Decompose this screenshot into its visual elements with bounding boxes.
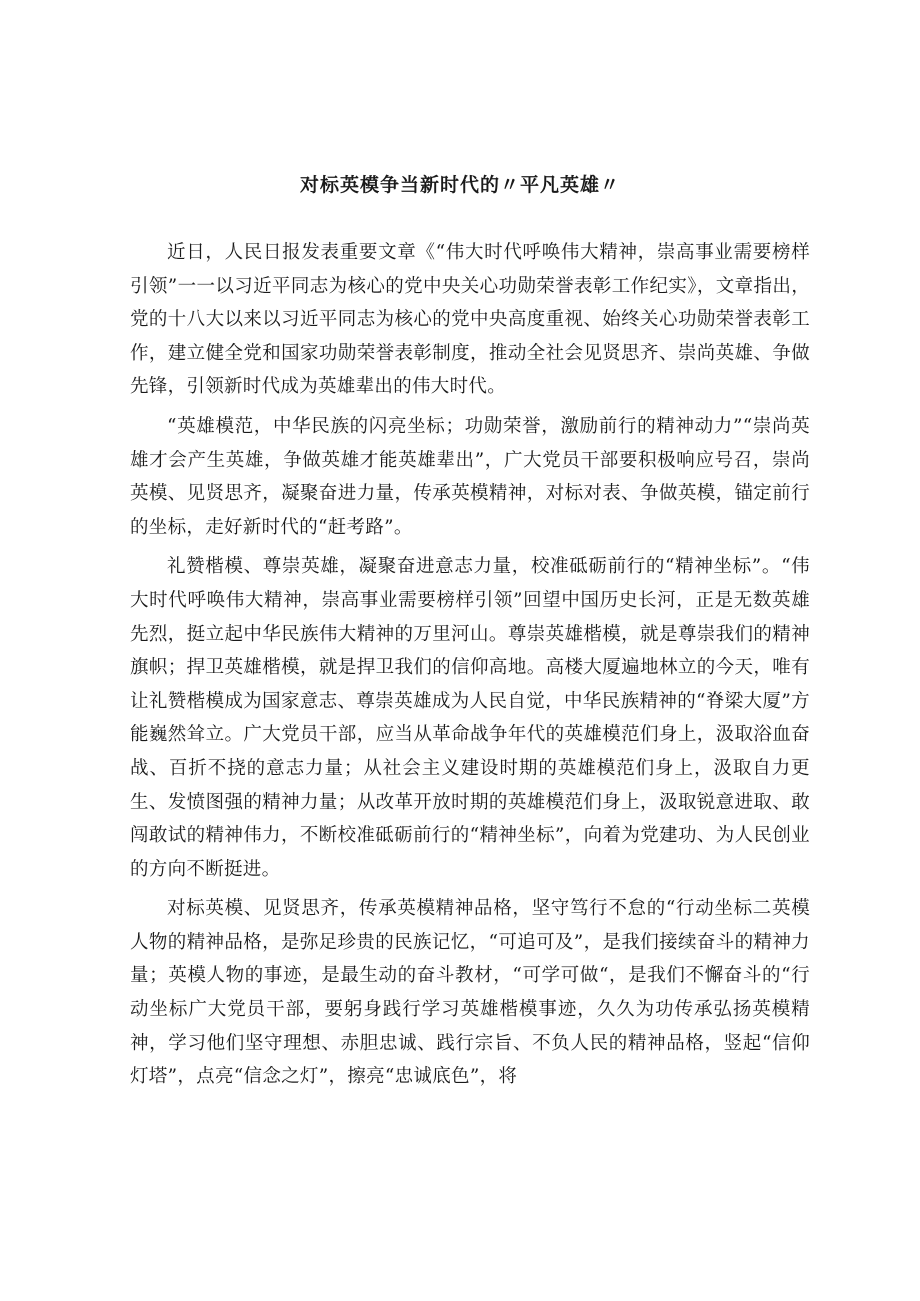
document-title: 对标英模争当新时代的〃平凡英雄〃	[299, 174, 620, 196]
paragraph-4: 对标英模、见贤思齐，传承英模精神品格，坚守笃行不怠的“行动坐标二英模人物的精神品格，是弥足珍贵的民族记忆，“可追可及”，是我们接续奋斗的精神力量；英模人物的事迹，是最生动的奋斗教材，“可学可做“，是我们不懈奋斗的“行动坐标广大党员干部，要躬身践行学习英雄楷模事迹，久久为功传承弘扬英模精神，学习他们坚守理想、赤胆忠诚、践行宗旨、不负人民的精神品格，竖起“信仰灯塔”，点亮“信念之灯”，擦亮“忠诚底色”，将	[130, 898, 810, 1088]
paragraph-1: 近日，人民日报发表重要文章《“伟大时代呼唤伟大精神，崇高事业需要榜样引领”一一以习近平同志为核心的党中央关心功勋荣誉表彰工作纪实》，文章指出，党的十八大以来以习近平同志为核心的党中央高度重视、始终关心功勋荣誉表彰工作，建立健全党和国家功勋荣誉表彰制度，推动全社会见贤思齐、崇尚英雄、争做先锋，引领新时代成为英雄辈出的伟大时代。	[130, 242, 810, 398]
paragraph-2: “英雄模范，中华民族的闪亮坐标；功勋荣誉，激励前行的精神动力”“崇尚英雄才会产生英雄，争做英雄才能英雄辈出”，广大党员干部要积极响应号召，崇尚英模、见贤思齐，凝聚奋进力量，传承英模精神，对标对表、争做英模，锚定前行的坐标，走好新时代的“赶考路”。	[130, 415, 810, 538]
paragraph-3: 礼赞楷模、尊崇英雄，凝聚奋进意志力量，校准砥砺前行的“精神坐标”。“伟大时代呼唤伟大精神，崇高事业需要榜样引领”回望中国历史长河，正是无数英雄先烈，挺立起中华民族伟大精神的万里河山。尊崇英雄楷模，就是尊崇我们的精神旗帜；捍卫英雄楷模，就是捍卫我们的信仰高地。高楼大厦遍地林立的今天，唯有让礼赞楷模成为国家意志、尊崇英雄成为人民自觉，中华民族精神的“脊梁大厦”方能巍然耸立。广大党员干部，应当从革命战争年代的英雄模范们身上，汲取浴血奋战、百折不挠的意志力量；从社会主义建设时期的英雄模范们身上，汲取自力更生、发愤图强的精神力量；从改革开放时期的英雄模范们身上，汲取锐意进取、敢闯敢试的精神伟力，不断校准砥砺前行的“精神坐标”，向着为党建功、为人民创业的方向不断挺进。	[130, 556, 810, 880]
document-body	[130, 236, 810, 1100]
